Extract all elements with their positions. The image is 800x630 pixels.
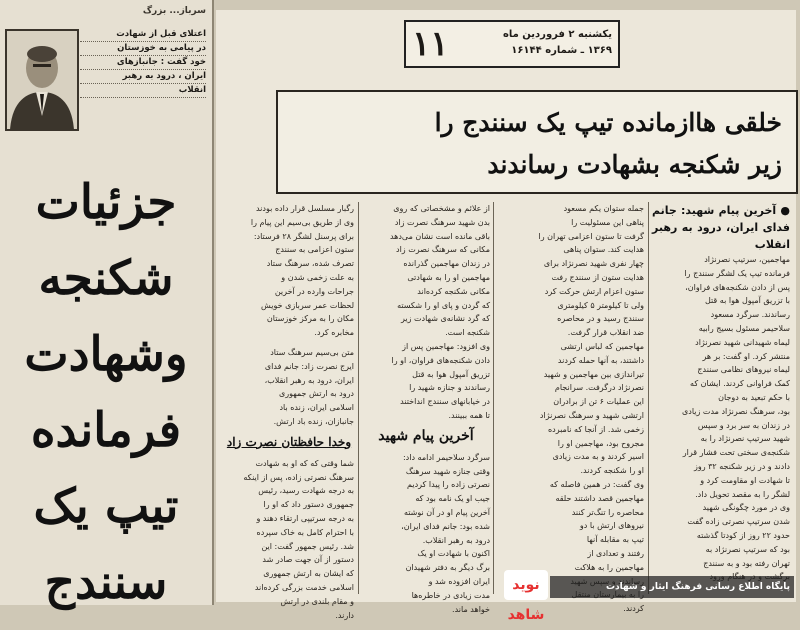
text-line: شما وقتی که که او به شهادت (255, 458, 354, 468)
article-column-4 (224, 202, 354, 620)
text-line: اسیر کردند و به مدت زیادی (552, 452, 644, 462)
column-divider (648, 202, 649, 594)
text-line: کردند. (623, 604, 644, 614)
text-line: محاصره را تنگ‌تر کنند (571, 507, 644, 517)
text-line: مدت زیادی در خاطره‌ها (411, 590, 490, 600)
text-line: شد. رئیس جمهور گفت: این (261, 541, 354, 551)
text-line: وقتی جنازه شهید سرهنگ (405, 466, 490, 476)
text-line: برگ دیگر به دفتر شهیدان (405, 563, 490, 573)
text-line: جانبازان، زنده باد ارتش. (273, 416, 354, 426)
text-line: ایران، درود به رهبر انقلاب، (264, 375, 354, 385)
date-line: یکشنبه ۲ فروردین ماه (502, 29, 612, 40)
text-line: مکان را به مرکز خوزستان (266, 314, 354, 324)
text-line: دارند. (335, 610, 354, 620)
text-line: در زندان به سر برد و سپس (697, 420, 790, 430)
text-line: ارتشی شهید و سرهنگ نصرنژاد (539, 410, 644, 420)
text-line: او را شکنجه کردند. (580, 466, 644, 476)
text-line: حدود ۲۲ روز از کودتا گذشته (696, 530, 790, 540)
column-body (224, 346, 354, 429)
text-line: دادن شکنجه‌های فراوان، او را (391, 355, 490, 365)
text-line: پس از دادن شکنجه‌های فراوان، (685, 282, 790, 292)
headline-line: تیپ یک (33, 479, 179, 534)
text-line: با تزریق آمپول هوا به قتل (704, 296, 790, 306)
text-line: درود به ارتش جمهوری (278, 389, 354, 399)
text-line: پناهی این مسئولیت را (571, 217, 644, 227)
text-line: جمله ستوان یکم مسعود (563, 204, 644, 213)
headline-line: شکنجه (38, 251, 174, 306)
column-body (496, 202, 644, 616)
column-subheading: وخدا حافظتان نصرت زاد (226, 434, 352, 449)
text-line: در زندان مهاجمین گذرانده (403, 259, 490, 269)
text-line: و مقام بلندی در ارتش (280, 596, 354, 606)
text-line: هدایت کند. ستوان پناهی (563, 245, 644, 255)
text-line: تهران رفته بود و به سنندج (703, 558, 790, 568)
text-line: سلاحیمر مسئول بسیج رابیه (698, 323, 790, 333)
issue-date (472, 27, 612, 59)
text-line: لشگر را به مقصد تحویل داد. (695, 489, 790, 499)
text-line: شهید سرتیپ نصرنژاد را به (700, 434, 790, 444)
text-line: اسلامی خدمت بزرگی کرده‌اند (254, 582, 354, 592)
column-subheading: آخرین پیام شهید (378, 427, 474, 444)
article-headline (292, 102, 782, 186)
column-body (224, 457, 354, 623)
text-line: مکانی شکنجه کرده‌اند (417, 286, 490, 296)
text-line: تزریق آمپول هوا به قتل (412, 369, 490, 379)
article-column-2 (496, 202, 644, 614)
intro-line: خود گفت : جانبازهای (80, 56, 206, 70)
headline-line: سنندج (44, 555, 168, 610)
martyr-portrait-photo (6, 30, 78, 130)
text-line: تصرف شده، سرهنگ ستاد (266, 259, 354, 269)
text-line: نصرنژاد درگرفت. سرانجام (554, 383, 644, 393)
article-headline-box (276, 90, 798, 194)
text-line: شکنجه‌ی سختی تحت فشار قرار (682, 448, 790, 458)
text-line: اسلامی ایران، زنده باد (279, 403, 354, 413)
text-line: تیپ به مقابله آنها (586, 535, 644, 545)
page-number: ۱۱ (412, 24, 449, 64)
headline-line: زیر شکنجه بشهادت رساندند (487, 150, 782, 179)
text-line: ولی تا کیلومتر ۵ کیلومتری (557, 300, 644, 310)
text-line: مهاجمین که لباس ارتشی (560, 341, 644, 351)
text-line: تا شهادت او مقاومت کرد و (700, 475, 790, 485)
text-line: جمهوری دستور داد که او را (263, 500, 354, 510)
text-line: دادند و در زیر شکنجه ۳۲ روز (693, 461, 790, 471)
issue-number-line: ۱۳۶۹ ـ شماره ۱۶۱۴۴ (511, 45, 612, 56)
text-line: نصرتی زاده را پیدا کردیم (407, 480, 490, 490)
text-line: سرهنگ نصرتی زاده، پس از اینکه (243, 472, 354, 482)
intro-line: ایران ، درود به رهبر (80, 70, 206, 84)
text-line: ستون اعزام ارتش حرکت کرد (544, 286, 644, 296)
article-column-1 (652, 202, 790, 602)
text-line: این عملیات ۶ تن از برادران (553, 397, 644, 407)
text-line: خواهد ماند. (452, 604, 490, 614)
text-line: اکنون با شهادت او یک (417, 549, 490, 559)
text-line: برای پرسنل لشگر ۲۸ فرستاد: (253, 231, 354, 241)
intro-line: اعتلای قبل از شهادت (80, 28, 206, 42)
text-line: وی افزود: مهاجمین پس از (402, 341, 490, 351)
text-line: در خیابانهای سنندج انداختند (400, 397, 490, 407)
text-line: مکانی که سرهنگ نصرت زاد (396, 245, 490, 255)
column-body (362, 202, 490, 423)
text-line: سرگرد سلاحیمر ادامه داد: (402, 452, 490, 462)
date-box (404, 20, 620, 68)
text-line: که گرد نشانه‌ی شهادت زیر (400, 314, 490, 324)
right-clipping (216, 10, 796, 620)
text-line: شده بود: جانم فدای ایران، (401, 521, 490, 531)
text-line: وی گفت: در همین فاصله که (549, 479, 644, 489)
left-clipping (0, 0, 214, 610)
text-line: رساندند و جنازه شهید را (409, 383, 490, 393)
text-line: شدن سرتیپ نصرتی زاده گفت (687, 517, 790, 527)
text-line: با احترام کامل به خاک سپرده (256, 527, 354, 537)
text-line: مهاجمین، سرتیپ نصرنژاد (704, 255, 790, 264)
headline-line: وشهادت (24, 327, 188, 382)
text-line: لحظات عمر سربازی خویش (261, 300, 354, 310)
text-line: سنندج رسید و در محاصره (557, 314, 644, 324)
text-line: دستور از آن جهت صادر شد (262, 555, 354, 565)
text-line: مهاجمین را به هلاکت (574, 562, 644, 572)
intro-line: انقلاب (80, 84, 206, 98)
text-line: مجروح بود، مهاجمین او را (557, 438, 644, 448)
column-heading: ● آخرین پیام شهید: جانم فدای ایران، درود به رهبر انقلاب (652, 204, 790, 251)
text-line: جیب او یک نامه بود که (415, 494, 490, 504)
text-line: داشتند، به آنها حمله کردند (557, 355, 644, 365)
column-body (224, 202, 354, 340)
column-body (652, 253, 790, 584)
text-line: رفتند و تعدادی از (587, 548, 644, 558)
text-line: که ایشان به ارتش جمهوری (263, 569, 354, 579)
text-line: ضد انقلاب قرار گرفت. (567, 328, 644, 338)
text-line: به علت زخمی شدن و (281, 272, 354, 282)
text-line: به درجه سرتیپی ارتقاء دهند و (256, 513, 354, 523)
text-line: آخرین پیام او در آن نوشته (403, 507, 490, 517)
navid-shahed-logo: نوید شاهد (504, 570, 548, 600)
headline-line: جزئیات (35, 175, 177, 230)
text-line: مخابره کرد. (314, 328, 354, 338)
text-line: جراحات وارده در آخرین (274, 286, 354, 296)
text-line: رگبار مسلسل قرار داده بودند (255, 204, 354, 213)
headline-line: فرمانده (30, 403, 182, 458)
text-line: که گردن و پای او را شکسته (397, 300, 490, 310)
text-line: به درجه شهادت رسید، رئیس (258, 486, 354, 496)
text-line: تیراندازی بین مهاجمین و شهید (543, 369, 644, 379)
left-big-headline (6, 165, 206, 621)
watermark-site-text: پایگاه اطلاع رسانی فرهنگ ایثار و شهادت (605, 582, 790, 592)
text-line: رساندند. سرگرد مسعود (710, 310, 790, 320)
text-line: بدن شهید سرهنگ نصرت زاد (394, 217, 490, 227)
text-line: کمک فراوانی کردند. ایشان که (690, 379, 790, 389)
left-clipping-intro-text (80, 28, 206, 98)
column-divider (358, 202, 359, 594)
text-line: بود، سرهنگ نصرنژاد مدت زیادی (682, 406, 790, 416)
column-divider (493, 202, 494, 594)
column-body (362, 451, 490, 617)
text-line: متن بی‌سیم سرهنگ ستاد (270, 347, 354, 357)
text-line: ایرج نصرت زاد: جانم فدای (264, 361, 354, 371)
text-line: چهار نفری شهید نصرنژاد برای (543, 259, 644, 269)
text-line: ایران افزوده شد و (428, 576, 490, 586)
text-line: فرمانده تیپ یک لشگر سنندج را (684, 268, 790, 278)
text-line: منتشر کرد. او گفت: بر هر (702, 351, 790, 361)
left-masthead-fragment: سرباز... بزرگ (142, 6, 206, 16)
text-line: تا همه ببینند. (448, 410, 490, 420)
text-line: با حکم تبعید به دوجان (718, 392, 790, 402)
text-line: لیماه نیروهای نظامی سنندج (697, 365, 790, 375)
text-line: لیماه شهیدانی شهید نصرنژاد (695, 337, 790, 347)
text-line: درود به رهبر انقلاب. (422, 535, 490, 545)
text-line: وی از طریق بی‌سیم این پیام را (250, 217, 354, 227)
text-line: مهاجمین قصد داشتند حلقه (555, 493, 644, 503)
text-line: ستون اعزامی به سنندج (275, 245, 354, 255)
text-line: از علائم و مشخصاتی که روی (393, 204, 490, 213)
text-line: مهاجمین او را به شهادتی (407, 272, 490, 282)
intro-line: در پیامی به خوزستان (80, 42, 206, 56)
text-line: زخمی شد. از آنجا که نامبرده (547, 424, 644, 434)
text-line: هدایت ستون از سنندج رفت (551, 272, 644, 282)
text-line: گرفت تا ستون اعزامی تهران را (538, 231, 644, 241)
text-line: نیروهای ارتش با دو (579, 521, 644, 531)
headline-line: خلقی هاازمانده تیپ یک سنندج را (434, 108, 782, 137)
text-line: وی در مورد چگونگی شهید (702, 503, 790, 513)
article-column-3 (362, 202, 490, 614)
text-line: باقی مانده است نشان می‌دهد (389, 231, 490, 241)
text-line: بود که سرتیپ نصرنژاد به (705, 544, 790, 554)
text-line: شکنجه است. (445, 328, 490, 338)
